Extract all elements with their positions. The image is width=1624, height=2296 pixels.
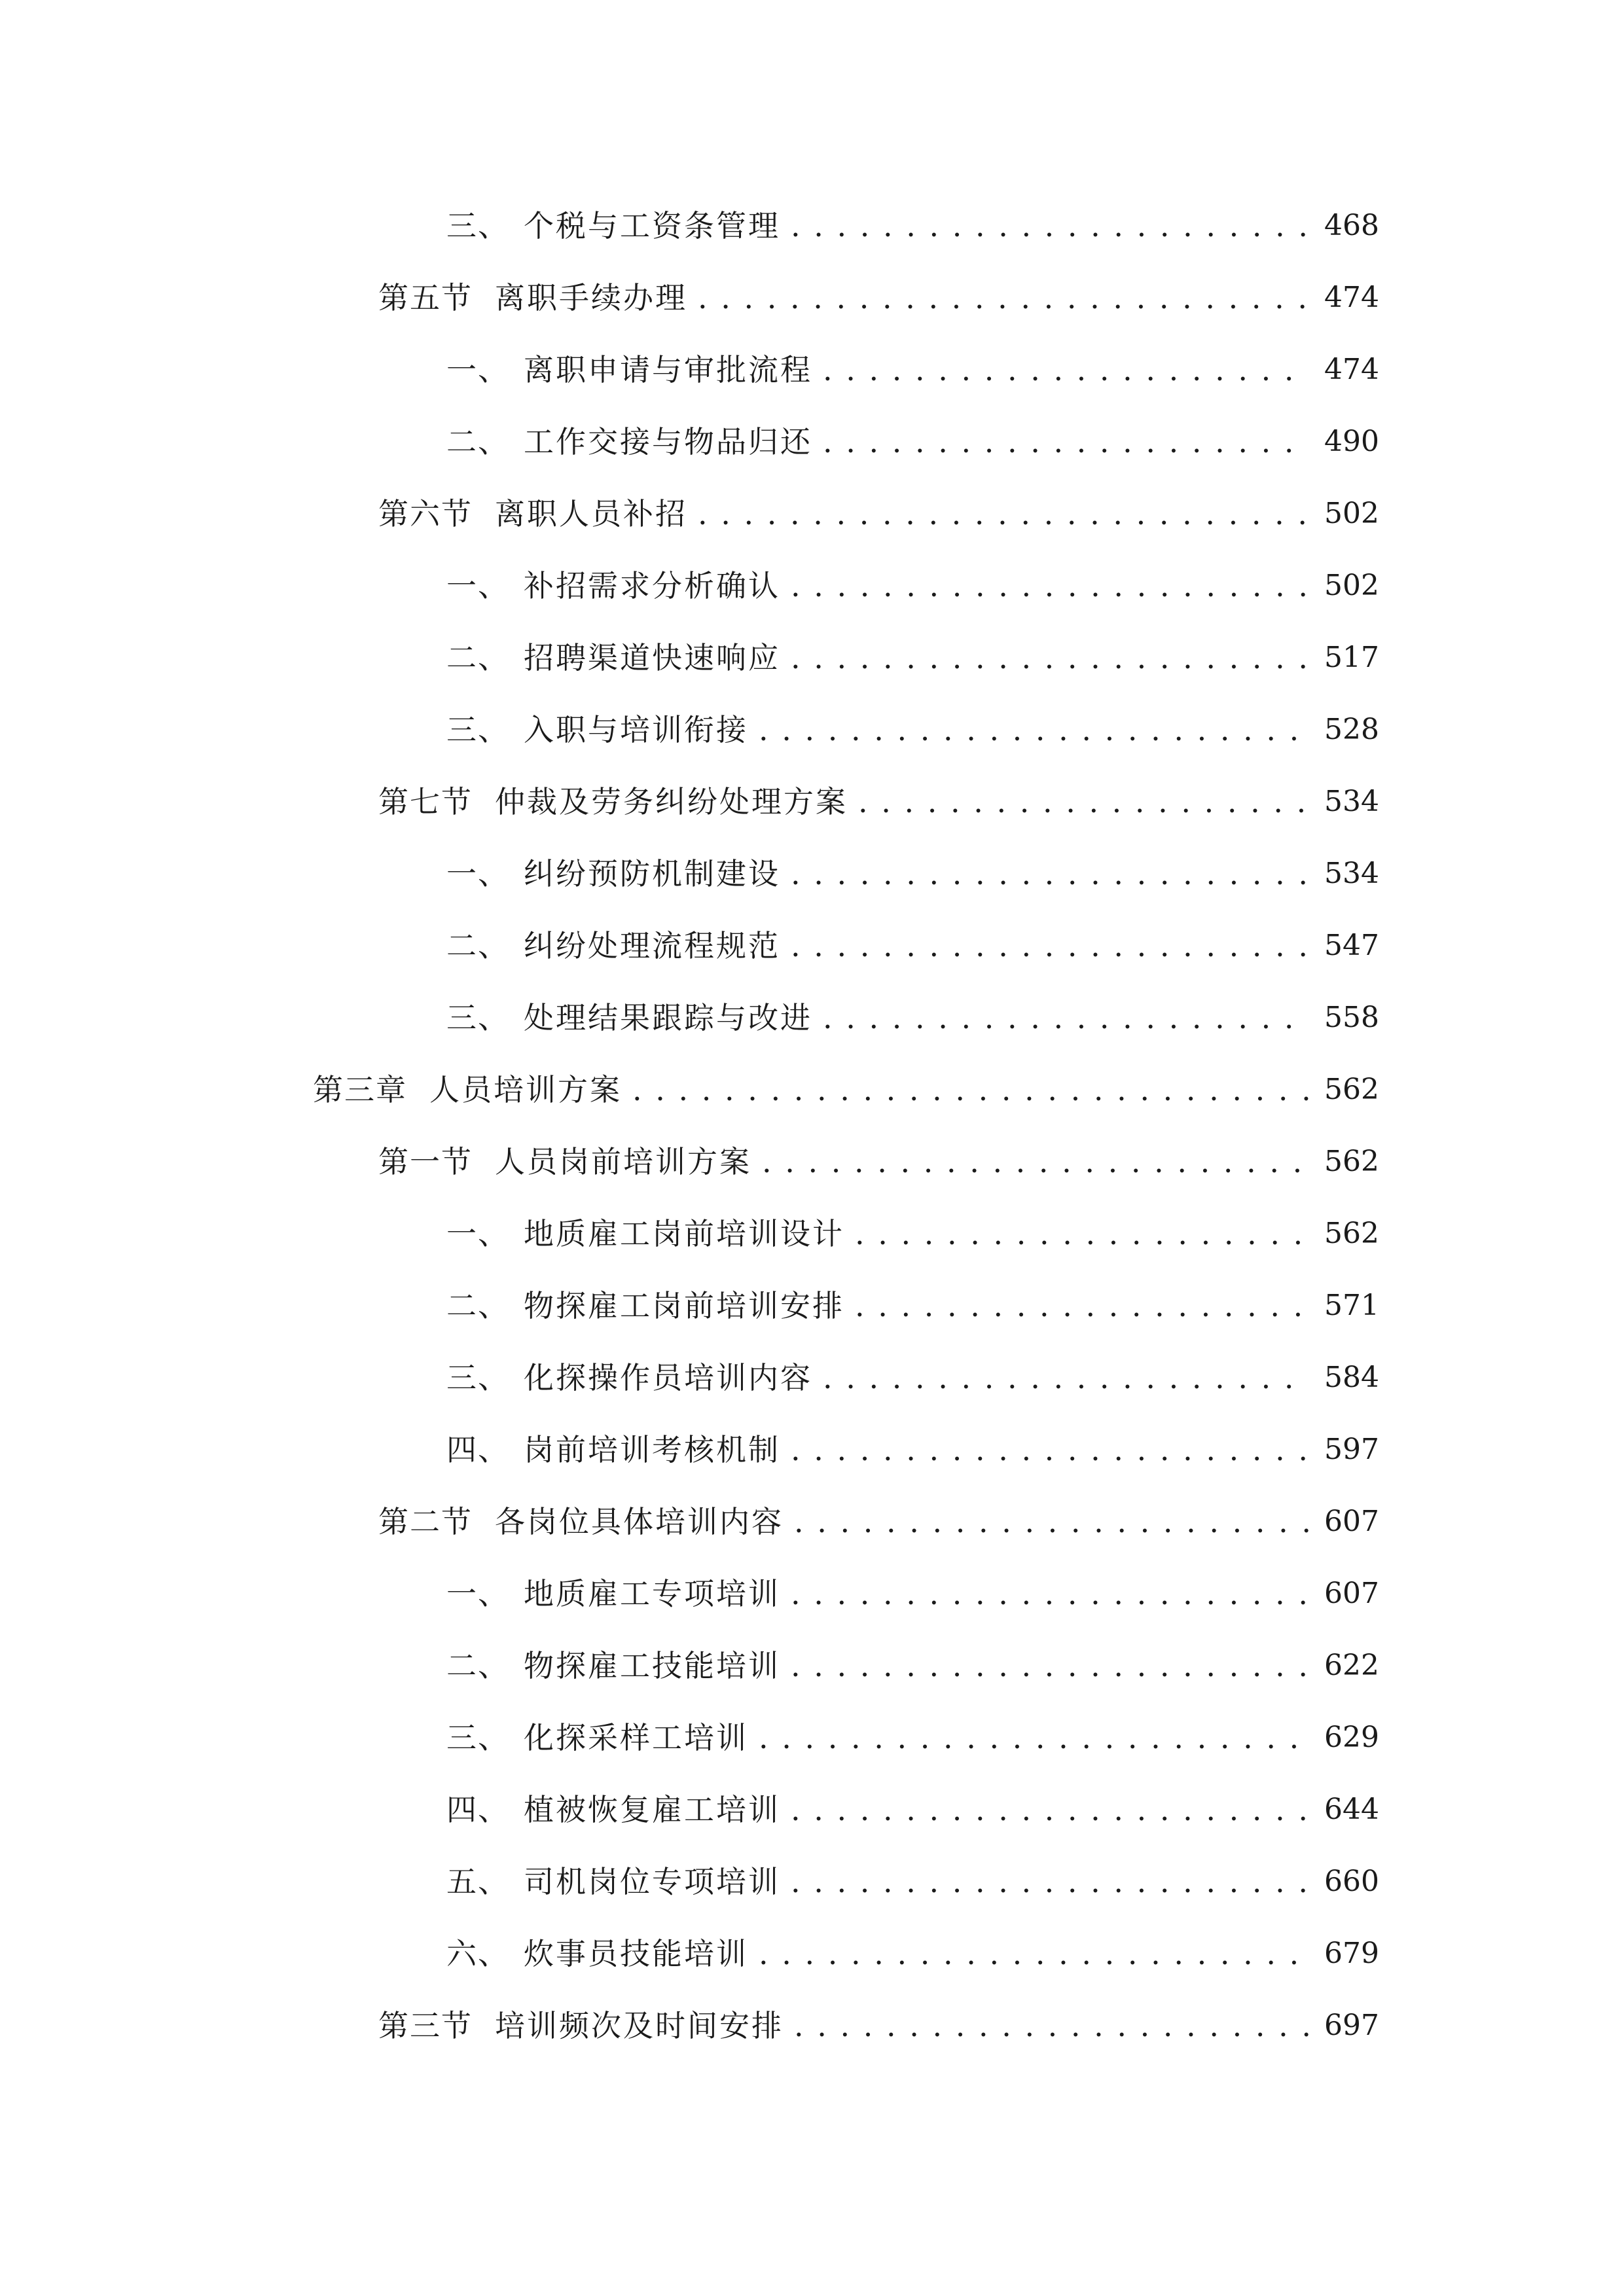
toc-entry[interactable] xyxy=(0,1558,1624,1630)
toc-entry-title: 化探操作员培训内容 xyxy=(524,1360,812,1395)
toc-entry-title: 入职与培训衔接 xyxy=(524,712,748,747)
toc-entry-title: 物探雇工岗前培训安排 xyxy=(524,1288,844,1323)
dot-leader xyxy=(791,910,1310,982)
toc-entry-leader-line xyxy=(446,694,1310,766)
toc-entry[interactable] xyxy=(0,478,1624,550)
toc-entry[interactable] xyxy=(0,694,1624,766)
toc-entry-title: 化探采样工培训 xyxy=(524,1720,748,1755)
dot-leader xyxy=(791,1774,1310,1846)
dot-leader xyxy=(791,550,1310,622)
dot-leader xyxy=(762,1126,1310,1198)
toc-entry[interactable] xyxy=(0,550,1624,622)
dot-leader xyxy=(855,1270,1310,1342)
toc-entry[interactable] xyxy=(0,1918,1624,1990)
toc-entry-page-number: 502 xyxy=(1324,497,1379,530)
toc-entry-title: 人员培训方案 xyxy=(429,1072,622,1107)
toc-entry-page-number: 622 xyxy=(1324,1649,1379,1682)
toc-entry-leader-line xyxy=(378,262,1310,334)
toc-entry-number: 六、 xyxy=(446,1936,509,1971)
toc-entry-title: 各岗位具体培训内容 xyxy=(495,1504,784,1539)
toc-entry-title: 补招需求分析确认 xyxy=(524,568,780,603)
toc-entry-leader-line xyxy=(446,550,1310,622)
toc-entry-number: 一、 xyxy=(446,352,509,387)
toc-entry-title: 工作交接与物品归还 xyxy=(524,424,812,459)
dot-leader xyxy=(794,1486,1310,1558)
toc-entry-leader-line xyxy=(446,1918,1310,1990)
toc-entry-leader-line xyxy=(378,766,1310,838)
toc-entry-number: 第二节 xyxy=(378,1504,473,1539)
dot-leader xyxy=(698,478,1310,550)
toc-entry-title: 离职申请与审批流程 xyxy=(524,352,812,387)
toc-entry-page-number: 660 xyxy=(1324,1865,1379,1898)
toc-entry-leader-line xyxy=(446,1270,1310,1342)
toc-entry[interactable] xyxy=(0,1486,1624,1558)
dot-leader xyxy=(858,766,1310,838)
toc-entry-page-number: 607 xyxy=(1324,1577,1379,1610)
toc-entry-title: 地质雇工岗前培训设计 xyxy=(524,1216,844,1251)
toc-entry-page-number: 534 xyxy=(1324,857,1379,890)
toc-entry-leader-line xyxy=(446,622,1310,694)
toc-entry-number: 五、 xyxy=(446,1864,509,1899)
toc-entry[interactable] xyxy=(0,982,1624,1054)
toc-entry-leader-line xyxy=(378,1990,1310,2062)
toc-entry-title: 仲裁及劳务纠纷处理方案 xyxy=(495,784,848,819)
toc-entry-title: 纠纷处理流程规范 xyxy=(524,928,780,963)
toc-entry-number: 三、 xyxy=(446,208,509,243)
table-of-contents xyxy=(0,190,1624,2062)
toc-entry-title: 人员岗前培训方案 xyxy=(495,1144,751,1179)
toc-entry-number: 四、 xyxy=(446,1432,509,1467)
toc-entry-number: 二、 xyxy=(446,1288,509,1323)
toc-entry-number: 三、 xyxy=(446,1720,509,1755)
toc-entry[interactable] xyxy=(0,1198,1624,1270)
toc-entry-number: 三、 xyxy=(446,1360,509,1395)
toc-entry-number: 二、 xyxy=(446,640,509,675)
toc-entry-number: 第七节 xyxy=(378,784,473,819)
toc-entry-leader-line xyxy=(446,1414,1310,1486)
toc-entry-page-number: 528 xyxy=(1324,713,1379,746)
toc-entry-number: 第三节 xyxy=(378,2008,473,2043)
dot-leader xyxy=(823,1342,1310,1414)
toc-entry-title: 炊事员技能培训 xyxy=(524,1936,748,1971)
dot-leader xyxy=(791,838,1310,910)
toc-entry-leader-line xyxy=(378,1126,1310,1198)
toc-entry[interactable] xyxy=(0,1270,1624,1342)
toc-entry-page-number: 644 xyxy=(1324,1793,1379,1826)
toc-entry-leader-line xyxy=(446,1846,1310,1918)
toc-entry-page-number: 547 xyxy=(1324,929,1379,962)
dot-leader xyxy=(632,1054,1310,1126)
dot-leader xyxy=(791,1846,1310,1918)
toc-entry-leader-line xyxy=(446,982,1310,1054)
toc-entry-page-number: 502 xyxy=(1324,569,1379,602)
toc-entry-leader-line xyxy=(446,190,1310,262)
toc-entry-number: 四、 xyxy=(446,1792,509,1827)
toc-entry-number: 第六节 xyxy=(378,496,473,531)
toc-entry-title: 离职手续办理 xyxy=(495,280,687,315)
toc-entry-page-number: 474 xyxy=(1324,353,1379,386)
dot-leader xyxy=(855,1198,1310,1270)
dot-leader xyxy=(791,1630,1310,1702)
toc-entry-page-number: 534 xyxy=(1324,785,1379,818)
toc-entry-page-number: 597 xyxy=(1324,1433,1379,1466)
toc-entry-page-number: 558 xyxy=(1324,1001,1379,1034)
toc-entry-title: 司机岗位专项培训 xyxy=(524,1864,780,1899)
toc-entry-page-number: 517 xyxy=(1324,641,1379,674)
toc-entry-number: 一、 xyxy=(446,856,509,891)
toc-entry-title: 离职人员补招 xyxy=(495,496,687,531)
toc-entry-leader-line xyxy=(446,1630,1310,1702)
dot-leader xyxy=(823,406,1310,478)
toc-entry-page-number: 562 xyxy=(1324,1217,1379,1250)
toc-entry[interactable] xyxy=(0,1702,1624,1774)
toc-entry-number: 二、 xyxy=(446,1648,509,1683)
toc-entry-page-number: 629 xyxy=(1324,1721,1379,1754)
dot-leader xyxy=(791,190,1310,262)
toc-entry-number: 第三章 xyxy=(313,1072,407,1107)
toc-entry[interactable] xyxy=(0,766,1624,838)
toc-entry-page-number: 571 xyxy=(1324,1289,1379,1322)
dot-leader xyxy=(791,1558,1310,1630)
toc-entry[interactable] xyxy=(0,1126,1624,1198)
dot-leader xyxy=(794,1990,1310,2062)
dot-leader xyxy=(759,1918,1310,1990)
toc-entry-number: 第五节 xyxy=(378,280,473,315)
toc-entry-number: 一、 xyxy=(446,1576,509,1611)
dot-leader xyxy=(759,694,1310,766)
toc-entry[interactable] xyxy=(0,1990,1624,2062)
toc-entry-title: 招聘渠道快速响应 xyxy=(524,640,780,675)
toc-entry-title: 岗前培训考核机制 xyxy=(524,1432,780,1467)
toc-entry-leader-line xyxy=(446,910,1310,982)
toc-entry[interactable] xyxy=(0,1630,1624,1702)
toc-entry-leader-line xyxy=(446,1342,1310,1414)
toc-entry-leader-line xyxy=(446,406,1310,478)
toc-entry-leader-line xyxy=(313,1054,1310,1126)
toc-entry[interactable] xyxy=(0,910,1624,982)
toc-entry-page-number: 562 xyxy=(1324,1073,1379,1106)
toc-entry[interactable] xyxy=(0,1414,1624,1486)
toc-entry-page-number: 562 xyxy=(1324,1145,1379,1178)
dot-leader xyxy=(698,262,1310,334)
toc-entry[interactable] xyxy=(0,1846,1624,1918)
toc-entry-number: 一、 xyxy=(446,568,509,603)
toc-entry[interactable] xyxy=(0,190,1624,262)
toc-entry-page-number: 474 xyxy=(1324,281,1379,314)
dot-leader xyxy=(791,622,1310,694)
toc-entry-number: 一、 xyxy=(446,1216,509,1251)
toc-entry-number: 三、 xyxy=(446,712,509,747)
toc-entry[interactable] xyxy=(0,334,1624,406)
toc-entry-leader-line xyxy=(446,334,1310,406)
toc-entry-leader-line xyxy=(446,1702,1310,1774)
dot-leader xyxy=(823,334,1310,406)
toc-entry[interactable] xyxy=(0,622,1624,694)
toc-entry-leader-line xyxy=(446,838,1310,910)
toc-entry-leader-line xyxy=(446,1774,1310,1846)
toc-entry-title: 纠纷预防机制建设 xyxy=(524,856,780,891)
toc-entry-page-number: 584 xyxy=(1324,1361,1379,1394)
toc-entry[interactable] xyxy=(0,1774,1624,1846)
toc-entry-page-number: 468 xyxy=(1324,209,1379,242)
toc-entry-page-number: 697 xyxy=(1324,2009,1379,2042)
toc-entry[interactable] xyxy=(0,406,1624,478)
toc-entry[interactable] xyxy=(0,1054,1624,1126)
toc-entry[interactable] xyxy=(0,262,1624,334)
toc-entry-page-number: 490 xyxy=(1324,425,1379,458)
toc-entry-title: 个税与工资条管理 xyxy=(524,208,780,243)
toc-entry-leader-line xyxy=(446,1558,1310,1630)
toc-entry-leader-line xyxy=(378,1486,1310,1558)
toc-entry-title: 物探雇工技能培训 xyxy=(524,1648,780,1683)
toc-entry-number: 三、 xyxy=(446,1000,509,1035)
toc-entry[interactable] xyxy=(0,838,1624,910)
toc-entry-title: 处理结果跟踪与改进 xyxy=(524,1000,812,1035)
toc-entry[interactable] xyxy=(0,1342,1624,1414)
toc-entry-number: 二、 xyxy=(446,928,509,963)
dot-leader xyxy=(791,1414,1310,1486)
toc-entry-number: 二、 xyxy=(446,424,509,459)
toc-entry-page-number: 679 xyxy=(1324,1937,1379,1970)
dot-leader xyxy=(759,1702,1310,1774)
dot-leader xyxy=(823,982,1310,1054)
toc-entry-title: 培训频次及时间安排 xyxy=(495,2008,784,2043)
toc-entry-number: 第一节 xyxy=(378,1144,473,1179)
toc-entry-title: 植被恢复雇工培训 xyxy=(524,1792,780,1827)
toc-entry-page-number: 607 xyxy=(1324,1505,1379,1538)
toc-entry-leader-line xyxy=(378,478,1310,550)
toc-entry-title: 地质雇工专项培训 xyxy=(524,1576,780,1611)
toc-entry-leader-line xyxy=(446,1198,1310,1270)
